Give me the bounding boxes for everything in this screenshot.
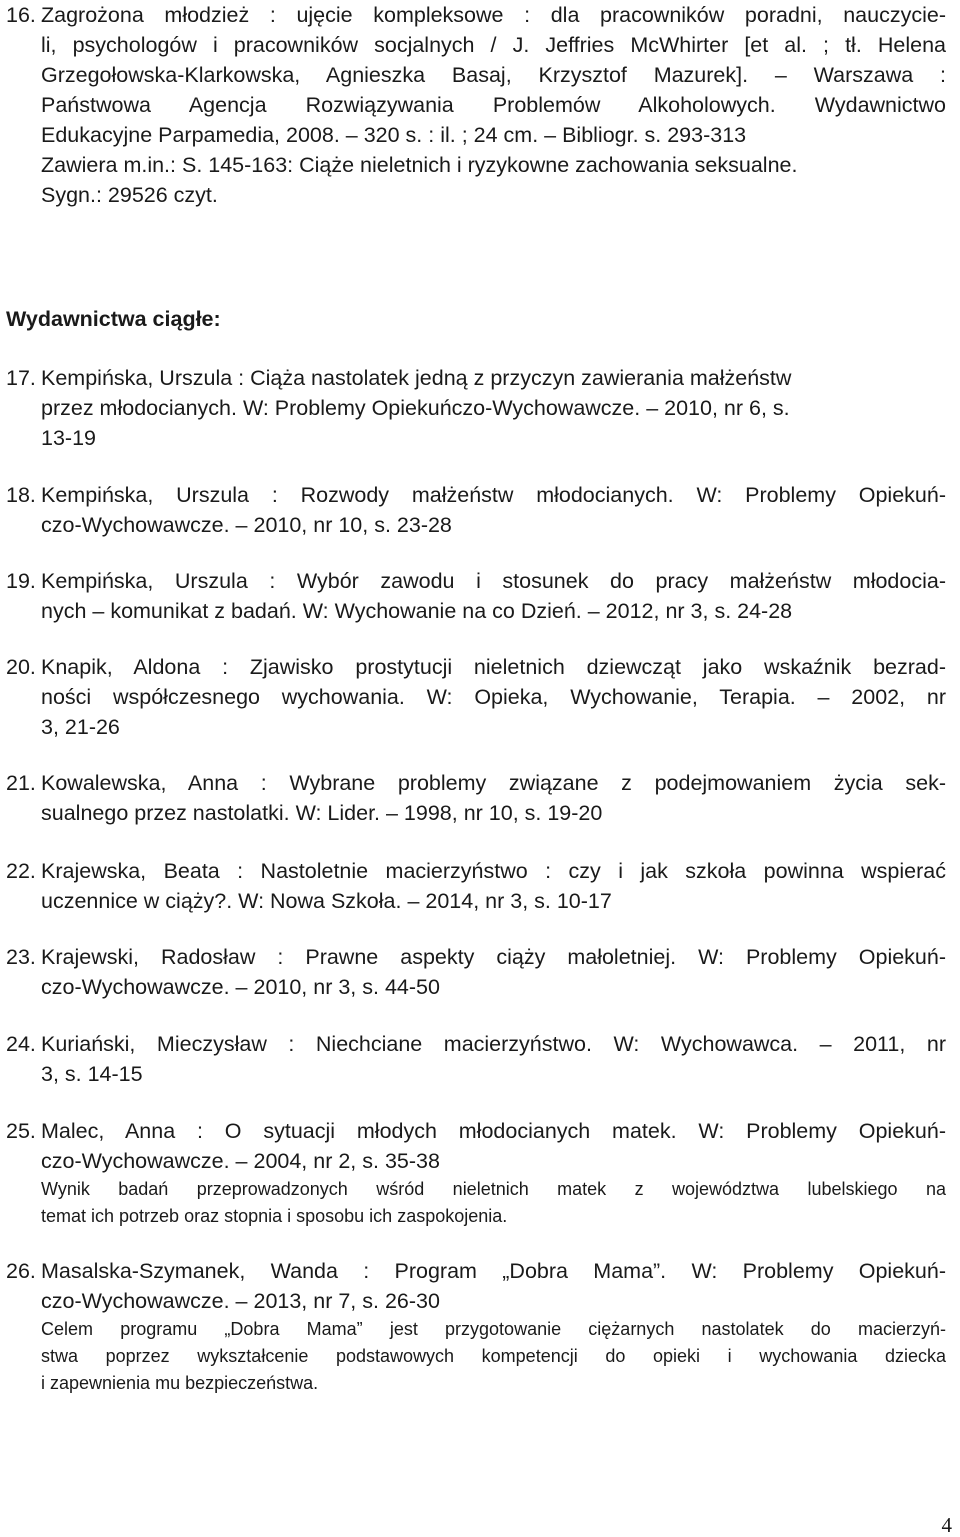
bibliography-entry — [6, 768, 946, 828]
entry-text-line: Masalska-Szymanek, Wanda : Program „Dobra Mama”. W: Problemy Opiekuń- — [41, 1259, 946, 1283]
entry-text-line: Kempińska, Urszula : Ciąża nastolatek jedną z przyczyn zawierania małżeństw — [41, 366, 792, 390]
entry-text-line: czo-Wychowawcze. – 2010, nr 3, s. 44-50 — [41, 975, 440, 999]
entry-text-line: czo-Wychowawcze. – 2004, nr 2, s. 35-38 — [41, 1149, 440, 1173]
entry-text-line: 3, s. 14-15 — [41, 1062, 143, 1086]
entry-text-line: Krajewski, Radosław : Prawne aspekty ciąży małoletniej. W: Problemy Opiekuń- — [41, 945, 946, 969]
entry-text-line: 13-19 — [41, 426, 96, 450]
entry-text-line: Krajewska, Beata : Nastoletnie macierzyństwo : czy i jak szkoła powinna wspierać — [41, 859, 946, 883]
entry-number: 16. — [6, 3, 36, 27]
entry-text-line: Edukacyjne Parpamedia, 2008. – 320 s. : il. ; 24 cm. – Bibliogr. s. 293-313 — [41, 123, 747, 147]
entry-text-line: Zawiera m.in.: S. 145-163: Ciąże nieletnich i ryzykowne zachowania seksualne. — [41, 153, 798, 177]
bibliography-entry — [6, 0, 946, 210]
entry-number: 24. — [6, 1032, 36, 1056]
entry-text-line: Kuriański, Mieczysław : Niechciane macierzyństwo. W: Wychowawca. – 2011, nr — [41, 1032, 946, 1056]
entry-annotation-line: stwa poprzez wykształcenie podstawowych kompetencji do opieki i wychowania dziecka — [41, 1346, 946, 1366]
entry-text-line: sualnego przez nastolatki. W: Lider. – 1998, nr 10, s. 19-20 — [41, 801, 603, 825]
entry-number: 22. — [6, 859, 36, 883]
entry-annotation-line: Wynik badań przeprowadzonych wśród nieletnich matek z województwa lubelskiego na — [41, 1179, 946, 1199]
bibliography-entry — [6, 363, 946, 453]
bibliography-entry — [6, 1116, 946, 1236]
entry-text-line: czo-Wychowawcze. – 2010, nr 10, s. 23-28 — [41, 513, 452, 537]
entry-text-line: Knapik, Aldona : Zjawisko prostytucji nieletnich dziewcząt jako wskaźnik bezrad- — [41, 655, 946, 679]
entry-number: 26. — [6, 1259, 36, 1283]
entry-text-line: Państwowa Agencja Rozwiązywania Problemów Alkoholowych. Wydawnictwo — [41, 93, 946, 117]
entry-number: 19. — [6, 569, 36, 593]
entry-annotation-line: Celem programu „Dobra Mama” jest przygotowanie ciężarnych nastolatek do macierzyń- — [41, 1319, 946, 1339]
entry-text-line: Malec, Anna : O sytuacji młodych młodocianych matek. W: Problemy Opiekuń- — [41, 1119, 946, 1143]
entry-text-line: 3, 21-26 — [41, 715, 120, 739]
bibliography-entry — [6, 1256, 946, 1397]
entry-number: 18. — [6, 483, 36, 507]
entry-text-line: nych – komunikat z badań. W: Wychowanie na co Dzień. – 2012, nr 3, s. 24-28 — [41, 599, 793, 623]
entry-number: 21. — [6, 771, 36, 795]
entry-text-line: czo-Wychowawcze. – 2013, nr 7, s. 26-30 — [41, 1289, 440, 1313]
entry-annotation-line: i zapewnienia mu bezpieczeństwa. — [41, 1373, 319, 1393]
entry-text-line: Kempińska, Urszula : Rozwody małżeństw młodocianych. W: Problemy Opiekuń- — [41, 483, 946, 507]
bibliography-entry — [6, 652, 946, 742]
bibliography-entry — [6, 1029, 946, 1089]
entry-text-line: uczennice w ciąży?. W: Nowa Szkoła. – 2014, nr 3, s. 10-17 — [41, 889, 612, 913]
entry-text-line: Grzegołowska-Klarkowska, Agnieszka Basaj, Krzysztof Mazurek]. – Warszawa : — [41, 63, 946, 87]
entry-text-line: Kempińska, Urszula : Wybór zawodu i stosunek do pracy małżeństw młodocia- — [41, 569, 946, 593]
entry-text-line: przez młodocianych. W: Problemy Opiekuńczo-Wychowawcze. – 2010, nr 6, s. — [41, 396, 790, 420]
bibliography-entry — [6, 566, 946, 626]
entry-annotation-line: temat ich potrzeb oraz stopnia i sposobu ich zaspokojenia. — [41, 1206, 508, 1226]
section-heading: Wydawnictwa ciągłe: — [6, 307, 221, 331]
entry-number: 17. — [6, 366, 36, 390]
bibliography-entry — [6, 480, 946, 540]
entry-text-line: li, psychologów i pracowników socjalnych / J. Jeffries McWhirter [et al. ; tł. Helena — [41, 33, 946, 57]
entry-text-line: Zagrożona młodzież : ujęcie kompleksowe : dla pracowników poradni, nauczycie- — [41, 3, 946, 27]
entry-text-line: Sygn.: 29526 czyt. — [41, 183, 218, 207]
entry-number: 20. — [6, 655, 36, 679]
entry-text-line: Kowalewska, Anna : Wybrane problemy związane z podejmowaniem życia sek- — [41, 771, 946, 795]
bibliography-entry — [6, 942, 946, 1002]
entry-number: 23. — [6, 945, 36, 969]
entry-number: 25. — [6, 1119, 36, 1143]
bibliography-entry — [6, 856, 946, 916]
entry-text-line: ności współczesnego wychowania. W: Opieka, Wychowanie, Terapia. – 2002, nr — [41, 685, 946, 709]
page-number: 4 — [941, 1513, 952, 1537]
